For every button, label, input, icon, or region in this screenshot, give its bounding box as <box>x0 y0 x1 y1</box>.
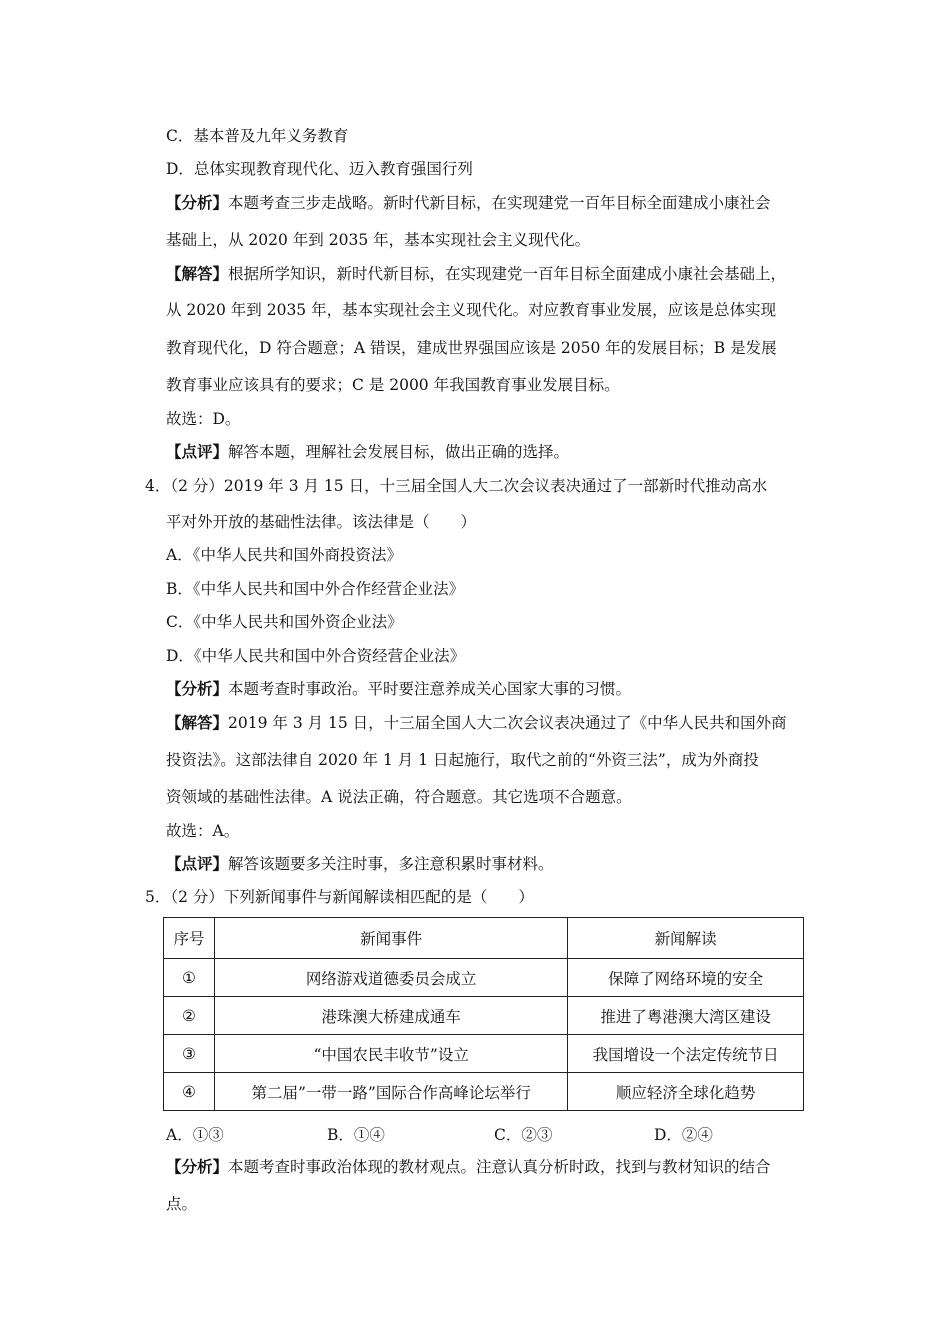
col-header-interpretation: 新闻解读 <box>568 918 804 959</box>
q3-answer-line-2: 从 2020 年到 2035 年，基本实现社会主义现代化。对应教育事业发展，应该是总体实现 <box>166 301 777 319</box>
q3-comment-text: 解答本题，理解社会发展目标，做出正确的选择。 <box>228 443 570 461</box>
answer-tag: 【解答】 <box>166 713 229 732</box>
q4-option-c: C．《中华人民共和国外资企业法》 <box>166 613 403 631</box>
q4-comment-text: 解答该题要多关注时事，多注意积累时事材料。 <box>228 855 554 873</box>
q5-analysis-line-1: 本题考查时事政治体现的教材观点。注意认真分析时政，找到与教材知识的结合 <box>228 1158 771 1176</box>
q5-stem: 5．（2 分）下列新闻事件与新闻解读相匹配的是（ ） <box>145 888 534 906</box>
q3-analysis-line-1: 本题考查三步走战略。新时代新目标，在实现建党一百年目标全面建成小康社会 <box>228 194 771 212</box>
q3-choice: 故选：D。 <box>166 410 241 428</box>
table-row <box>164 1073 804 1111</box>
q3-answer-line-3: 教育现代化，D 符合题意；A 错误，建成世界强国应该是 2050 年的发展目标；B 是发展 <box>166 339 777 357</box>
row-interpretation: 推进了粤港澳大湾区建设 <box>568 997 804 1035</box>
q4-stem-line-1: 4．（2 分）2019 年 3 月 15 日，十三届全国人大二次会议表决通过了一部新时代推动高水 <box>145 477 768 495</box>
analysis-tag: 【分析】 <box>166 679 229 698</box>
q4-answer <box>166 713 787 733</box>
row-interpretation: 顺应轻济全球化趋势 <box>568 1073 804 1111</box>
comment-tag: 【点评】 <box>166 854 229 873</box>
q3-option-c: C．基本普及九年义务教育 <box>166 127 349 145</box>
q4-choice: 故选：A。 <box>166 822 240 840</box>
q3-analysis-line-2: 基础上，从 2020 年到 2035 年，基本实现社会主义现代化。 <box>166 231 591 249</box>
row-event: “中国农民丰收节”设立 <box>214 1035 567 1073</box>
row-interpretation: 我国增设一个法定传统节日 <box>568 1035 804 1073</box>
q3-answer-line-4: 教育事业应该具有的要求；C 是 2000 年我国教育事业发展目标。 <box>166 376 620 394</box>
row-number: ① <box>164 959 215 997</box>
q4-option-d: D．《中华人民共和国中外合资经营企业法》 <box>166 647 466 665</box>
q3-comment <box>166 442 569 462</box>
row-event: 第二届”一带一路”国际合作高峰论坛举行 <box>214 1073 567 1111</box>
table-row <box>164 959 804 997</box>
q4-option-a: A．《中华人民共和国外商投资法》 <box>166 546 402 564</box>
col-header-number: 序号 <box>164 918 215 959</box>
analysis-tag: 【分析】 <box>166 193 229 212</box>
row-number: ② <box>164 997 215 1035</box>
q4-answer-line-2: 投资法》。这部法律自 2020 年 1 月 1 日起施行，取代之前的“外资三法”，成为外商投 <box>166 751 759 769</box>
q3-option-d: D．总体实现教育现代化、迈入教育强国行列 <box>166 160 473 178</box>
q5-option-b: B．①④ <box>327 1126 385 1144</box>
row-event: 港珠澳大桥建成通车 <box>214 997 567 1035</box>
q3-analysis <box>166 193 771 213</box>
q3-answer <box>166 264 786 284</box>
q3-answer-line-1: 根据所学知识，新时代新目标，在实现建党一百年目标全面建成小康社会基础上， <box>228 265 787 283</box>
table-header-row <box>164 918 804 959</box>
q4-comment <box>166 854 554 874</box>
q5-analysis-line-2: 点。 <box>166 1195 198 1213</box>
comment-tag: 【点评】 <box>166 442 229 461</box>
q4-stem-line-2: 平对外开放的基础性法律。该法律是（ ） <box>166 513 477 531</box>
analysis-tag: 【分析】 <box>166 1157 229 1176</box>
q4-answer-line-1: 2019 年 3 月 15 日，十三届全国人大二次会议表决通过了《中华人民共和国外商 <box>228 714 787 732</box>
table-row <box>164 997 804 1035</box>
q5-option-c: C．②③ <box>494 1126 553 1144</box>
news-table <box>163 917 804 1111</box>
answer-tag: 【解答】 <box>166 264 229 283</box>
row-interpretation: 保障了网络环境的安全 <box>568 959 804 997</box>
q5-option-d: D．②④ <box>654 1126 713 1144</box>
q4-option-b: B．《中华人民共和国中外合作经营企业法》 <box>166 580 465 598</box>
row-number: ④ <box>164 1073 215 1111</box>
q4-analysis <box>166 679 631 699</box>
q5-option-a: A．①③ <box>166 1126 224 1144</box>
col-header-event: 新闻事件 <box>214 918 567 959</box>
q5-analysis <box>166 1157 771 1177</box>
q4-analysis-text: 本题考查时事政治。平时要注意养成关心国家大事的习惯。 <box>228 680 632 698</box>
row-number: ③ <box>164 1035 215 1073</box>
table-row <box>164 1035 804 1073</box>
q4-answer-line-3: 资领域的基础性法律。A 说法正确，符合题意。其它选项不合题意。 <box>166 788 632 806</box>
row-event: 网络游戏道德委员会成立 <box>214 959 567 997</box>
